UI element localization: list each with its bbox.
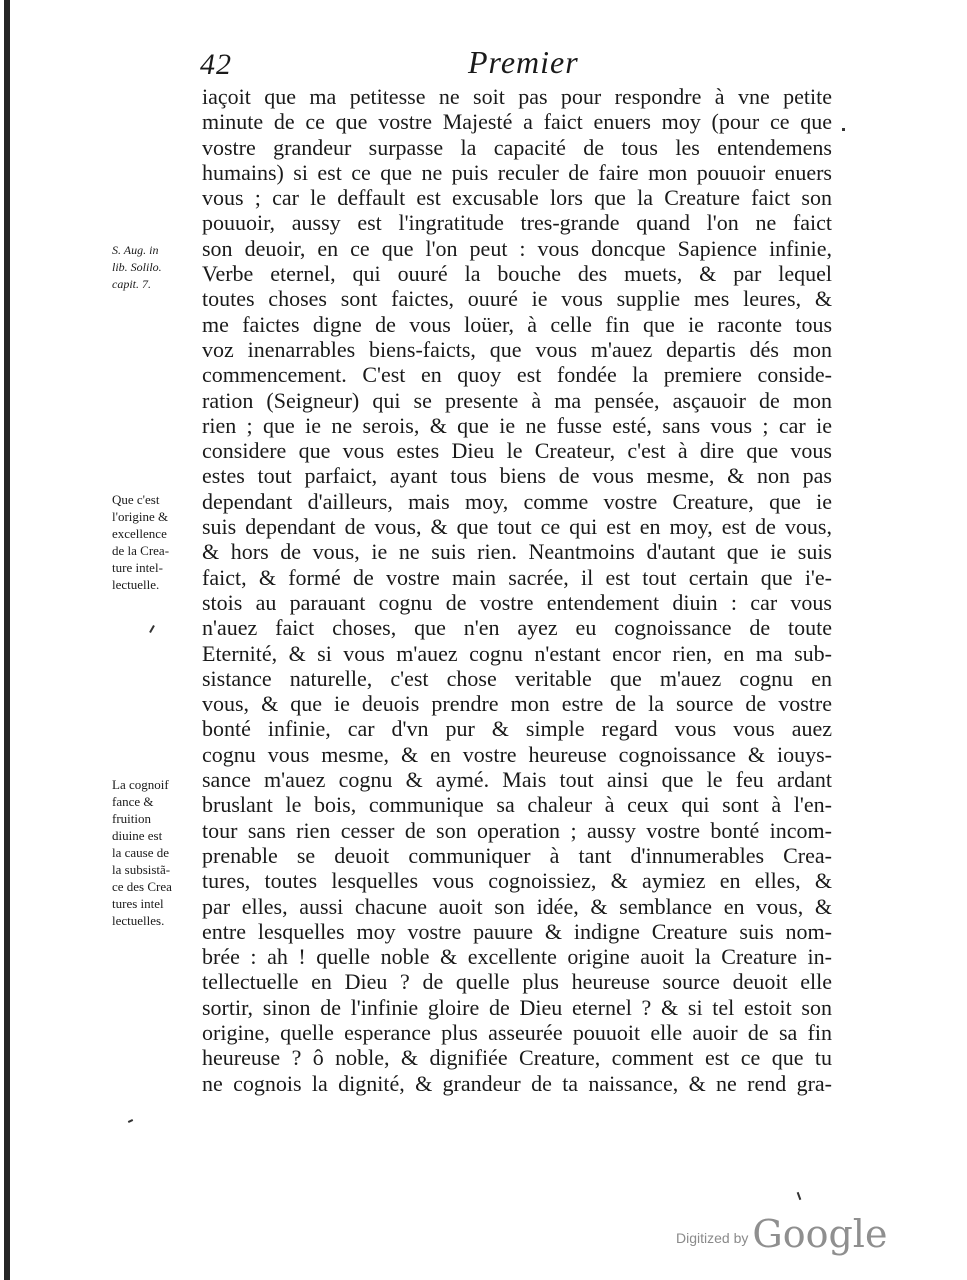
text-line: tures, toutes lesquelles vous cognoissiez, & aymiez en elles, &	[202, 868, 832, 894]
margin-note-line: la cause de	[112, 845, 170, 860]
ink-speck	[149, 625, 155, 633]
margin-note-fruition	[112, 776, 172, 929]
margin-note-line: l'origine &	[112, 509, 169, 524]
body-text	[202, 84, 832, 1096]
text-line: considere que vous estes Dieu le Createur, c'est à dire que vous	[202, 438, 832, 464]
margin-note-line: excellence	[112, 526, 167, 541]
text-line: estes tout parfaict, ayant tous biens de vous mesme, & non pas	[202, 463, 832, 489]
text-line: suis dependant de vous, & que tout ce qui est en moy, est de vous,	[202, 514, 832, 540]
margin-note-line: fruition	[112, 811, 151, 826]
text-line: n'auez faict choses, que n'en ayez eu cognoissance de toute	[202, 615, 832, 641]
text-line: ne cognois la dignité, & grandeur de ta naissance, & ne rend gra-	[202, 1070, 832, 1096]
margin-note-line: la subsistã-	[112, 862, 171, 877]
running-head: Premier	[468, 44, 579, 80]
margin-note-line: La cognoif	[112, 777, 169, 792]
text-line: me faictes digne de vous loüer, à celle fin que ie raconte tous	[202, 311, 832, 337]
text-line: tour sans rien cesser de son operation ; aussy vostre bonté incom-	[202, 817, 832, 843]
google-logo: Google	[752, 1212, 888, 1256]
text-line: dependant d'ailleurs, mais moy, comme vostre Creature, que ie	[202, 488, 832, 514]
text-line: iaçoit que ma petitesse ne soit pas pour respondre à vne petite	[202, 84, 832, 109]
text-line: ration (Seigneur) qui se presente à ma pensée, asçauoir de mon	[202, 387, 832, 413]
ink-speck	[842, 128, 845, 131]
text-line: sance m'auez cognu & aymé. Mais tout ainsi que le feu ardant	[202, 767, 832, 793]
scan-edge-shadow	[4, 0, 10, 1280]
margin-note-line: lectuelle.	[112, 577, 160, 592]
text-line: pouuoir, aussy est l'ingratitude tres-grande quand l'on ne faict	[202, 210, 832, 236]
margin-note-line: S. Aug. in	[112, 243, 159, 257]
text-line: minute de ce que vostre Majesté a faict enuers moy (pour ce que	[202, 109, 832, 135]
text-line: son deuoir, en ce que l'on peut : vous doncque Sapience infinie,	[202, 235, 832, 261]
text-line: toutes choses sont faictes, ouuré ie vous supplie mes leures, &	[202, 286, 832, 312]
text-line: vostre grandeur surpasse la capacité de tous les entendemens	[202, 134, 832, 160]
text-line: origine, quelle esperance plus asseurée pouuoit elle auoir de sa fin	[202, 1019, 832, 1045]
page-number: 42	[200, 48, 232, 81]
text-line: voz inenarrables biens-faicts, que vous m'auez departis dés mon	[202, 336, 832, 362]
text-line: tellectuelle en Dieu ? de quelle plus heureuse source deuoit elle	[202, 969, 832, 995]
digitized-watermark	[676, 1212, 887, 1256]
ink-speck	[128, 1119, 133, 1123]
text-line: rien ; que ie ne serois, & que ie ne fusse esté, sans vous ; car ie	[202, 412, 832, 438]
text-line: heureuse ? ô noble, & dignifiée Creature, comment est ce que tu	[202, 1045, 832, 1071]
text-line: Verbe eternel, qui ouuré la bouche des muets, & par lequel	[202, 261, 832, 287]
text-line: prenable se deuoit communiquer à tant d'innumerables Crea-	[202, 842, 832, 868]
text-line: & hors de vous, ie ne suis rien. Neantmoins d'autant que ie suis	[202, 539, 832, 565]
digitized-label: Digitized by	[676, 1230, 749, 1246]
margin-note-line: lib. Solilo.	[112, 260, 162, 274]
margin-note-line: Que c'est	[112, 492, 160, 507]
text-line: Eternité, & si vous m'auez cognu n'estant encor rien, en ma sub-	[202, 640, 832, 666]
text-line: bruslant le bois, communique sa chaleur à ceux qui sont à l'en-	[202, 792, 832, 818]
margin-note-origin	[112, 491, 169, 593]
text-line: bonté infinie, car d'vn pur & simple regard vous vous auez	[202, 716, 832, 742]
margin-note-line: capit. 7.	[112, 277, 151, 291]
margin-note-line: ture intel-	[112, 560, 163, 575]
text-line: cognu vous mesme, & en vostre heureuse cognoissance & iouys-	[202, 741, 832, 767]
text-line: commencement. C'est en quoy est fondée la premiere conside-	[202, 362, 832, 388]
ink-speck	[797, 1192, 802, 1200]
text-line: par elles, aussi chacune auoit son idée, & semblance en vous, &	[202, 893, 832, 919]
margin-note-line: de la Crea-	[112, 543, 170, 558]
text-line: faict, & formé de vostre main sacrée, il est tout certain que i'e-	[202, 564, 832, 590]
margin-note-line: fance &	[112, 794, 154, 809]
margin-note-line: tures intel	[112, 896, 164, 911]
text-line: sistance naturelle, c'est chose veritable que m'auez cognu en	[202, 665, 832, 691]
text-line: sortir, sinon de l'infinie gloire de Dieu eternel ? & si tel estoit son	[202, 994, 832, 1020]
text-line: vous, & que ie deuois prendre mon estre de la source de vostre	[202, 691, 832, 717]
text-line: humains) si est ce que ne puis reculer de faire mon pouuoir enuers	[202, 159, 832, 185]
text-line: vous ; car le deffault est excusable lors que la Creature faict son	[202, 185, 832, 211]
margin-note-line: diuine est	[112, 828, 163, 843]
text-line: brée : ah ! quelle noble & excellente origine auoit la Creature in-	[202, 944, 832, 970]
text-line: stois au parauant cognu de vostre entendement diuin : car vous	[202, 589, 832, 615]
margin-note-augustine	[112, 242, 162, 293]
text-line: entre lesquelles moy vostre pauure & indigne Creature suis nom-	[202, 918, 832, 944]
margin-note-line: ce des Crea	[112, 879, 172, 894]
margin-note-line: lectuelles.	[112, 913, 165, 928]
